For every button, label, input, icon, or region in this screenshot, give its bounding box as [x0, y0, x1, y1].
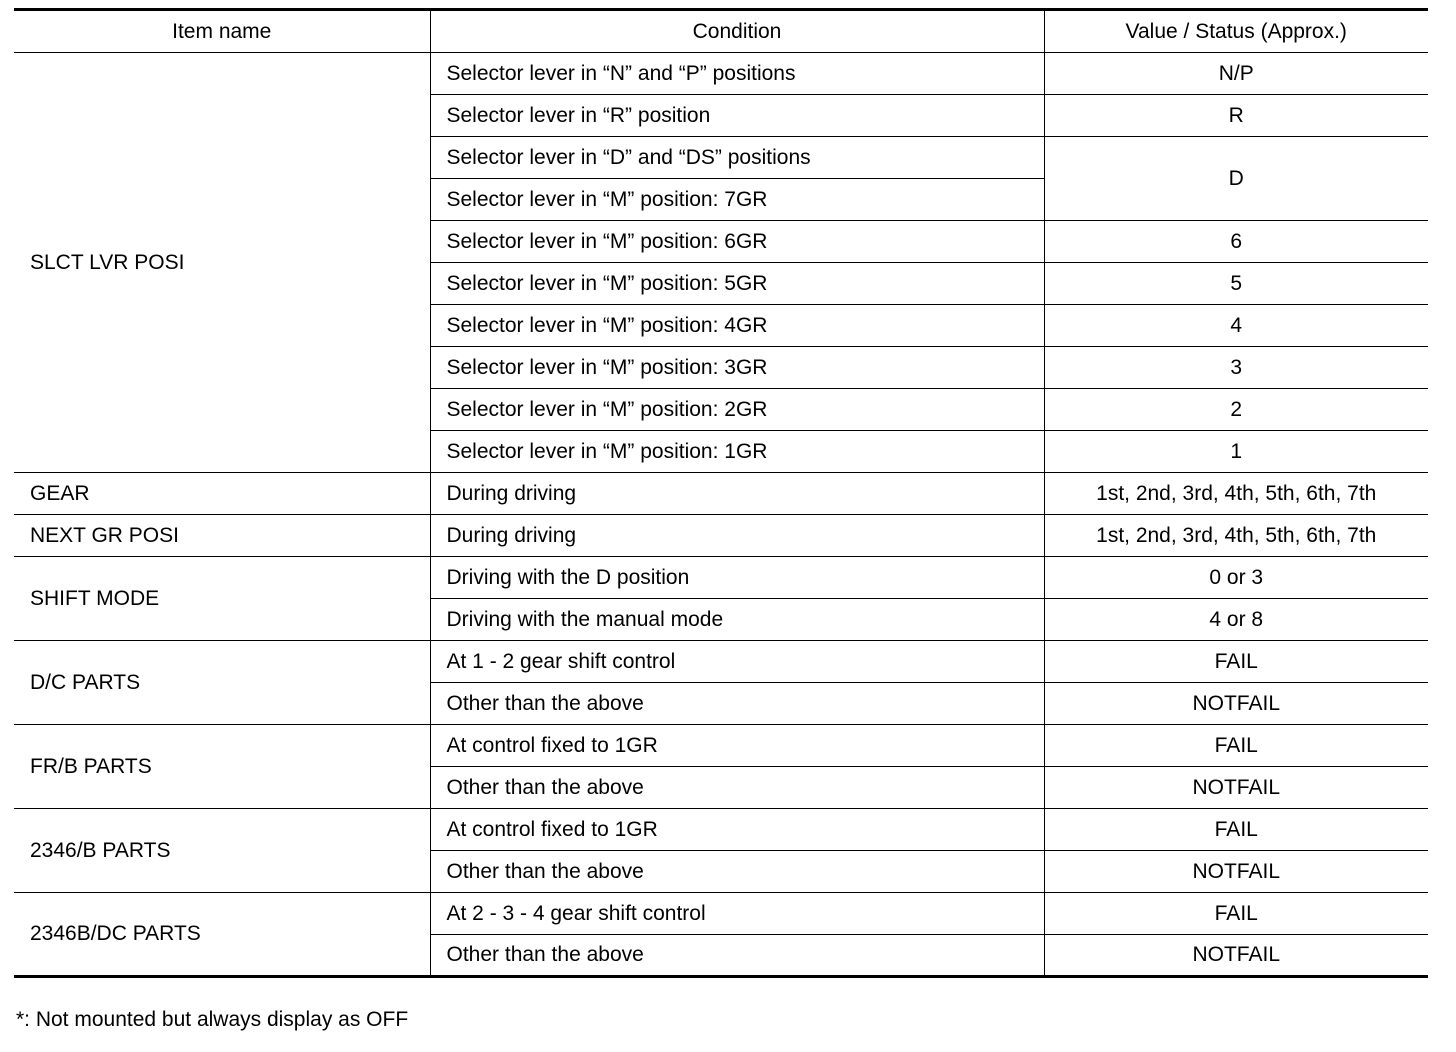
value-status-cell: FAIL [1044, 641, 1428, 683]
item-name-cell: NEXT GR POSI [14, 515, 430, 557]
value-status-cell: NOTFAIL [1044, 935, 1428, 977]
item-name-cell: FR/B PARTS [14, 725, 430, 809]
value-status-cell: NOTFAIL [1044, 683, 1428, 725]
condition-cell: Selector lever in “M” position: 4GR [430, 305, 1044, 347]
header-condition: Condition [430, 10, 1044, 53]
condition-cell: Selector lever in “M” position: 7GR [430, 179, 1044, 221]
item-name-cell: SHIFT MODE [14, 557, 430, 641]
condition-cell: Driving with the manual mode [430, 599, 1044, 641]
table-row [14, 53, 1428, 95]
condition-cell: Selector lever in “M” position: 1GR [430, 431, 1044, 473]
value-status-cell: 4 or 8 [1044, 599, 1428, 641]
value-status-cell: FAIL [1044, 893, 1428, 935]
condition-cell: At 1 - 2 gear shift control [430, 641, 1044, 683]
value-status-cell: 0 or 3 [1044, 557, 1428, 599]
header-item-name: Item name [14, 10, 430, 53]
value-status-cell: NOTFAIL [1044, 767, 1428, 809]
table-row [14, 893, 1428, 935]
condition-cell: Other than the above [430, 683, 1044, 725]
table-body [14, 53, 1428, 977]
item-name-cell: D/C PARTS [14, 641, 430, 725]
condition-cell: At 2 - 3 - 4 gear shift control [430, 893, 1044, 935]
item-name-cell: GEAR [14, 473, 430, 515]
condition-cell: Selector lever in “M” position: 2GR [430, 389, 1044, 431]
value-status-cell: N/P [1044, 53, 1428, 95]
condition-cell: Other than the above [430, 851, 1044, 893]
condition-cell: Selector lever in “R” position [430, 95, 1044, 137]
condition-cell: Selector lever in “N” and “P” positions [430, 53, 1044, 95]
condition-cell: At control fixed to 1GR [430, 809, 1044, 851]
table-row [14, 515, 1428, 557]
table-row [14, 473, 1428, 515]
value-status-cell: 6 [1044, 221, 1428, 263]
condition-cell: Selector lever in “M” position: 6GR [430, 221, 1044, 263]
condition-cell: At control fixed to 1GR [430, 725, 1044, 767]
table-row [14, 725, 1428, 767]
value-status-cell: R [1044, 95, 1428, 137]
condition-cell: Other than the above [430, 767, 1044, 809]
value-status-cell: 2 [1044, 389, 1428, 431]
item-name-cell: 2346/B PARTS [14, 809, 430, 893]
table-row [14, 641, 1428, 683]
value-status-cell: FAIL [1044, 725, 1428, 767]
condition-cell: During driving [430, 515, 1044, 557]
value-status-cell: 1st, 2nd, 3rd, 4th, 5th, 6th, 7th [1044, 515, 1428, 557]
footnote: *: Not mounted but always display as OFF [16, 1008, 409, 1031]
condition-cell: Selector lever in “M” position: 5GR [430, 263, 1044, 305]
value-status-cell: 4 [1044, 305, 1428, 347]
condition-cell: Selector lever in “M” position: 3GR [430, 347, 1044, 389]
table-row [14, 557, 1428, 599]
value-status-cell: FAIL [1044, 809, 1428, 851]
condition-cell: Other than the above [430, 935, 1044, 977]
value-status-cell: 1st, 2nd, 3rd, 4th, 5th, 6th, 7th [1044, 473, 1428, 515]
value-status-cell: D [1044, 137, 1428, 221]
value-status-cell: 5 [1044, 263, 1428, 305]
value-status-cell: 3 [1044, 347, 1428, 389]
data-table [14, 8, 1428, 978]
item-name-cell: 2346B/DC PARTS [14, 893, 430, 977]
item-name-cell: SLCT LVR POSI [14, 53, 430, 473]
header-value-status: Value / Status (Approx.) [1044, 10, 1428, 53]
condition-cell: During driving [430, 473, 1044, 515]
value-status-cell: 1 [1044, 431, 1428, 473]
table-row [14, 809, 1428, 851]
value-status-cell: NOTFAIL [1044, 851, 1428, 893]
condition-cell: Driving with the D position [430, 557, 1044, 599]
header-row [14, 10, 1428, 53]
condition-cell: Selector lever in “D” and “DS” positions [430, 137, 1044, 179]
